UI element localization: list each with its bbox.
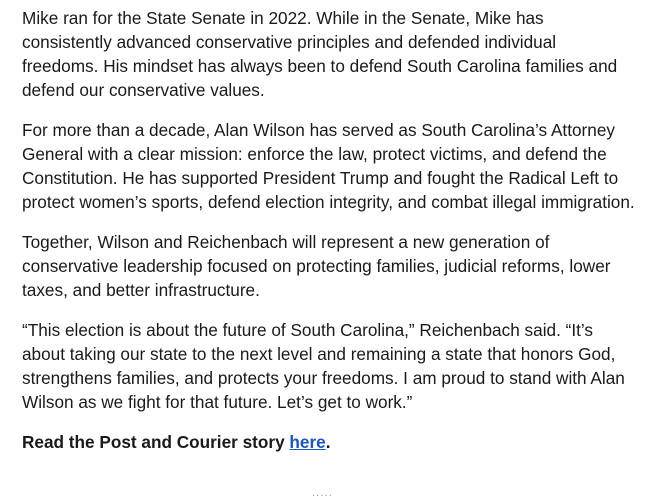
- paragraph-attorney-general: For more than a decade, Alan Wilson has served as South Carolina’s Attorney General with a clear mission: enforce the law, protect victims, and defend the Constitution. He has supported President Trump and fought the Radical Left to protect women’s sports, defend election integrity, and combat illegal immigration.: [22, 120, 635, 212]
- paragraph-quote: “This election is about the future of South Carolina,” Reichenbach said. “It’s about taking our state to the next level and remaining a state that honors God, strengthens families, and protects your freedoms. I am proud to stand with Alan Wilson as we fight for that future. Let’s get to work.”: [22, 320, 625, 412]
- read-story-period: .: [325, 432, 331, 452]
- read-story-text: Read the Post and Courier story: [22, 432, 290, 452]
- here-link[interactable]: here: [289, 432, 326, 452]
- article-body: [22, 6, 637, 454]
- section-divider: ·····: [312, 491, 333, 502]
- paragraph-together: Together, Wilson and Reichenbach will represent a new generation of conservative leadership focused on protecting families, judicial reforms, lower taxes, and better infrastructure.: [22, 232, 611, 300]
- paragraph-senate-record: Mike ran for the State Senate in 2022. While in the Senate, Mike has consistently advanced conservative principles and defended individual freedoms. His mindset has always been to defend South Carolina families and defend our conservative values.: [22, 8, 618, 100]
- read-story-line: [22, 430, 637, 454]
